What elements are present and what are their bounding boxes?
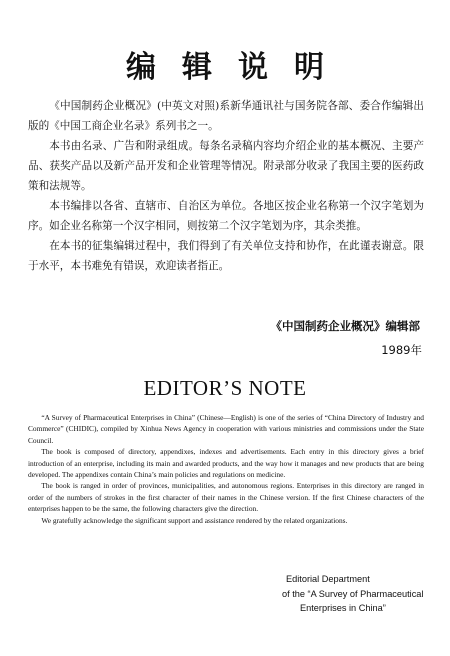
english-body — [28, 412, 424, 526]
english-title: EDITOR’S NOTE — [143, 376, 307, 400]
chinese-signature-org: 《中国制药企业概况》编辑部 — [270, 319, 420, 333]
english-signature-line-2: of the “A Survey of Pharmaceutical — [282, 588, 424, 599]
chinese-title: 编辑说明 — [126, 50, 350, 85]
chinese-paragraph-3: 本书编排以各省、直辖市、自治区为单位。各地区按企业名称第一个汉字笔划为序。如企业名称第一个汉字相同，则按第二个汉字笔划为序，其余类推。 — [28, 200, 424, 232]
english-paragraph-1: “A Survey of Pharmaceutical Enterprises in China” (Chinese—English) is one of the series of “China Directory of Industry and Commerce” (CHIDIC), compiled by Xinhua News Agency in cooperation with various ministries and commissions under the State Council. — [28, 413, 424, 445]
chinese-paragraph-4: 在本书的征集编辑过程中，我们得到了有关单位支持和协作，在此谨表谢意。限于水平，本书难免有错误，欢迎读者指正。 — [28, 240, 424, 272]
chinese-paragraph-1: 《中国制药企业概况》(中英文对照)系新华通讯社与国务院各部、委合作编辑出版的《中国工商企业名录》系列书之一。 — [28, 100, 424, 132]
english-paragraph-2: The book is composed of directory, appendixes, indexes and advertisements. Each entry in this directory gives a brief introduction of an enterprise, including its main and awarded products, and the way how it manages and new products that are being developed. The appendixes contain China’s main policies and regulations on medicine. — [28, 447, 424, 480]
english-signature-line-3: Enterprises in China” — [300, 603, 386, 613]
english-paragraph-4: We gratefully acknowledge the significant support and assistance rendered by the related organizations. — [41, 515, 348, 525]
english-paragraph-3: The book is ranged in order of provinces, municipalities, and autonomous regions. Enterprises in this directory are ranged in order of the numbers of strokes in the first character of their names in the Chinese version. If the first Chinese characters of the enterprises happen to be the same, the following characters give the direction. — [28, 481, 424, 514]
chinese-signature-year: 1989年 — [381, 343, 422, 357]
english-signature-line-1: Editorial Department — [286, 574, 370, 584]
english-signature — [282, 572, 423, 616]
chinese-body — [28, 96, 424, 276]
chinese-paragraph-2: 本书由名录、广告和附录组成。每条名录稿内容均介绍企业的基本概况、主要产品、获奖产品以及新产品开发和企业管理等情况。附录部分收录了我国主要的医药政策和法规等。 — [28, 140, 424, 192]
